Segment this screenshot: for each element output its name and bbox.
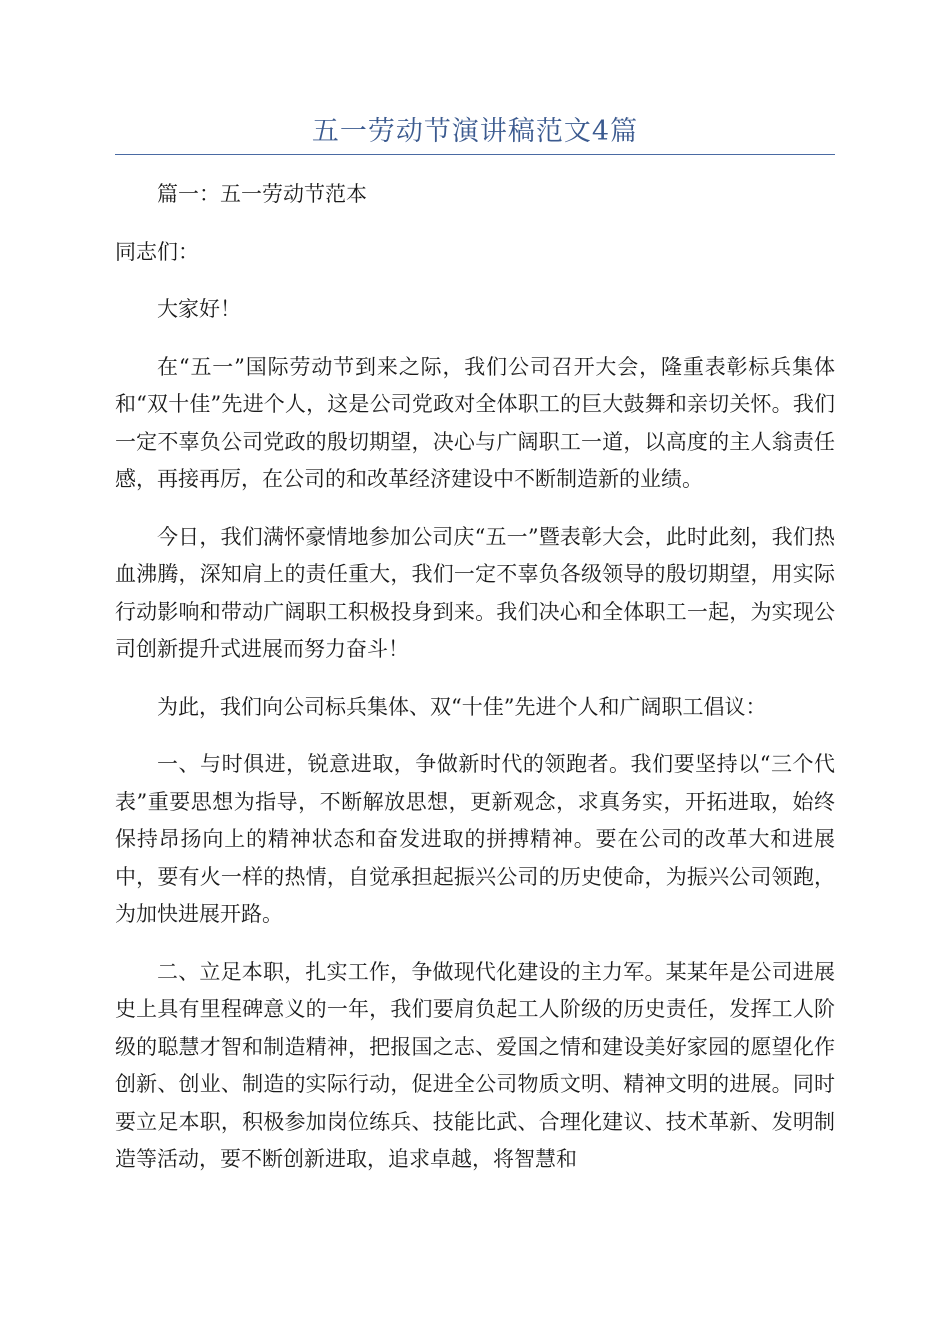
document-body bbox=[115, 176, 835, 1199]
body-paragraph: 二、立足本职，扎实工作，争做现代化建设的主力军。某某年是公司进展史上具有里程碑意义的一年，我们要肩负起工人阶级的历史责任，发挥工人阶级的聪慧才智和制造精神，把报国之志、爱国之情和建设美好家园的愿望化作创新、创业、制造的实际行动，促进全公司物质文明、精神文明的进展。同时要立足本职，积极参加岗位练兵、技能比武、合理化建议、技术革新、发明制造等活动，要不断创新进取，追求卓越，将智慧和 bbox=[115, 959, 835, 1171]
body-paragraph: 在“五一”国际劳动节到来之际，我们公司召开大会，隆重表彰标兵集体和“双十佳”先进个人，这是公司党政对全体职工的巨大鼓舞和亲切关怀。我们一定不辜负公司党政的殷切期望，决心与广阔职工一道，以高度的主人翁责任感，再接再厉，在公司的和改革经济建设中不断制造新的业绩。 bbox=[115, 354, 835, 491]
document-title: 五一劳动节演讲稿范文4篇 bbox=[311, 116, 639, 147]
body-paragraph: 为此，我们向公司标兵集体、双“十佳”先进个人和广阔职工倡议： bbox=[157, 694, 767, 719]
section-heading: 篇一：五一劳动节范本 bbox=[157, 182, 367, 206]
salutation: 同志们： bbox=[115, 239, 199, 264]
body-paragraph: 一、与时俱进，锐意进取，争做新时代的领跑者。我们要坚持以“三个代表”重要思想为指导，不断解放思想，更新观念，求真务实，开拓进取，始终保持昂扬向上的精神状态和奋发进取的拼搏精神。要在公司的改革大和进展中，要有火一样的热情，自觉承担起振兴公司的历史使命，为振兴公司领跑，为加快进展开路。 bbox=[115, 752, 835, 926]
title-underline bbox=[115, 154, 835, 155]
body-paragraph: 今日，我们满怀豪情地参加公司庆“五一”暨表彰大会，此时此刻，我们热血沸腾，深知肩上的责任重大，我们一定不辜负各级领导的殷切期望，用实际行动影响和带动广阔职工积极投身到来。我们决心和全体职工一起，为实现公司创新提升式进展而努力奋斗！ bbox=[115, 524, 835, 661]
greeting: 大家好！ bbox=[157, 297, 241, 321]
